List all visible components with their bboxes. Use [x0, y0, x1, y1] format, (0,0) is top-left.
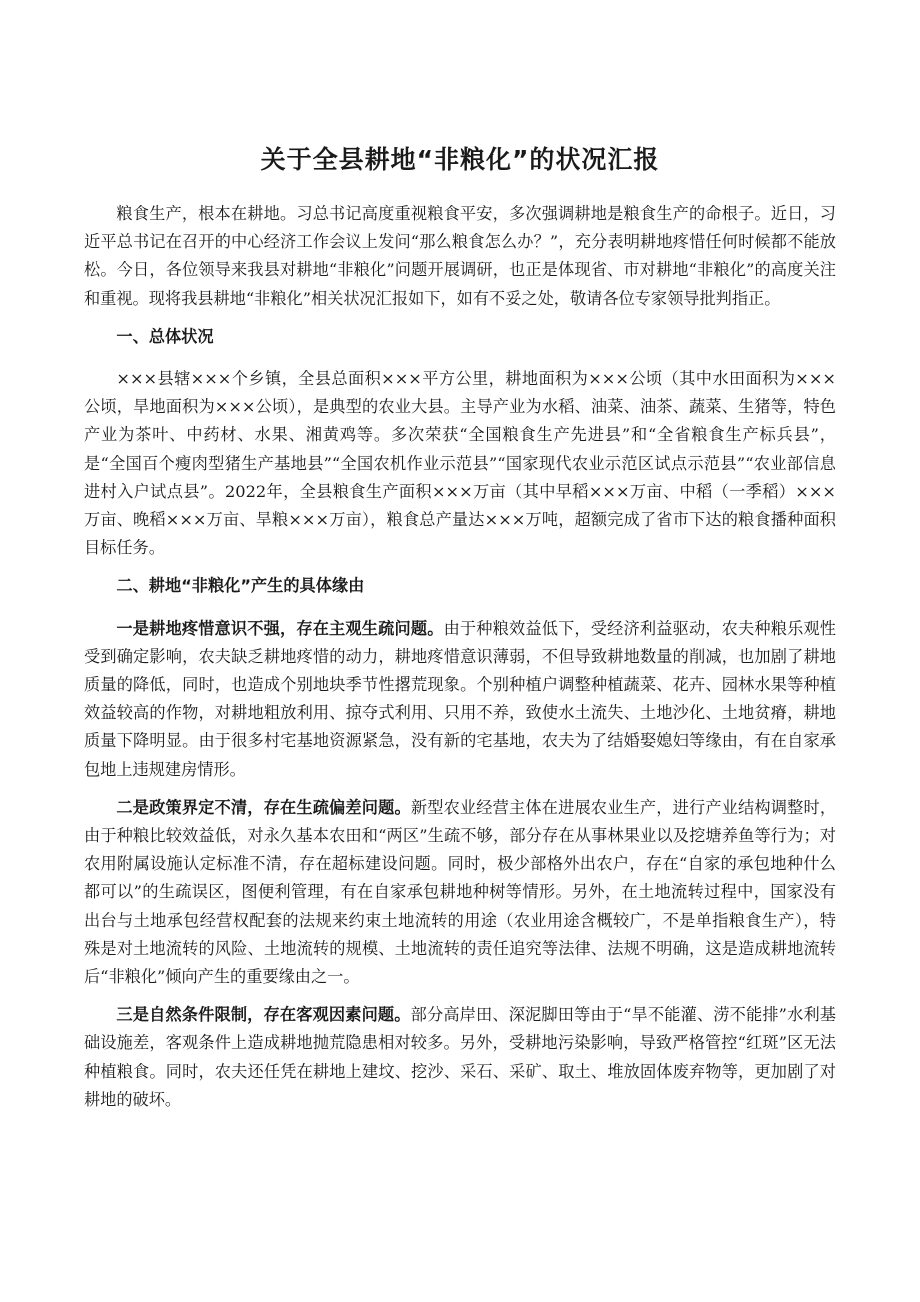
document-page — [84, 140, 836, 1124]
reason-1-body: 由于种粮效益低下，受经济利益驱动，农夫种粮乐观性受到确定影响，农夫缺乏耕地疼惜的动力，耕地疼惜意识薄弱，不但导致耕地数量的削减，也加剧了耕地质量的降低，同时，也造成个别地块季节性撂荒现象。个别种植户调整种植蔬菜、花卉、园林水果等种植效益较高的作物，对耕地粗放利用、掠夺式利用、只用不养，致使水土流失、土地沙化、土地贫瘠，耕地质量下降明显。由于很多村宅基地资源紧急，没有新的宅基地，农夫为了结婚娶媳妇等缘由，有在自家承包地上违规建房情形。 — [84, 618, 836, 779]
reason-paragraph-2 — [84, 794, 836, 991]
reason-1-lead: 一是耕地疼惜意识不强，存在主观生疏问题。 — [116, 618, 444, 638]
section-heading-overview: 一、总体状况 — [116, 326, 214, 346]
section-heading-reasons: 二、耕地“非粮化”产生的具体缘由 — [116, 576, 365, 596]
reason-3-body: 部分高岸田、深泥脚田等由于“旱不能灌、涝不能排”水利基础设施差，客观条件上造成耕地抛荒隐患相对较多。另外，受耕地污染影响，导致严格管控“红斑”区无法种植粮食。同时，农夫还任凭在耕地上建坟、挖沙、采石、采矿、取土、堆放固体废弃物等，更加剧了对耕地的破坏。 — [84, 1005, 836, 1109]
reason-2-body: 新型农业经营主体在进展农业生产，进行产业结构调整时，由于种粮比较效益低，对永久基本农田和“两区”生疏不够，部分存在从事林果业以及挖塘养鱼等行为；对农用附属设施认定标准不清，存在超标建设问题。同时，极少部格外出农户，存在“自家的承包地种什么都可以”的生疏误区，图便利管理，有在自家承包耕地种树等情形。另外，在土地流转过程中，国家没有出台与土地承包经营权配套的法规来约束土地流转的用途（农业用途含概较广，不是单指粮食生产），特殊是对土地流转的风险、土地流转的规模、土地流转的责任追究等法律、法规不明确，这是造成耕地流转后“非粮化”倾向产生的重要缘由之一。 — [84, 797, 837, 987]
reason-paragraph-1 — [84, 615, 836, 784]
overview-paragraph: ×××县辖×××个乡镇，全县总面积×××平方公里，耕地面积为×××公顷（其中水田面积为×××公顷，旱地面积为×××公顷），是典型的农业大县。主导产业为水稻、油菜、油茶、蔬菜、生猪等，特色产业为茶叶、中药材、水果、湘黄鸡等。多次荣获“全国粮食生产先进县”和“全省粮食生产标兵县”，是“全国百个瘦肉型猪生产基地县”“全国农机作业示范县”“国家现代农业示范区试点示范县”“农业部信息进村入户试点县”。2022年，全县粮食生产面积×××万亩（其中早稻×××万亩、中稻（一季稻）×××万亩、晚稻×××万亩、旱粮×××万亩），粮食总产量达×××万吨，超额完成了省市下达的粮食播种面积目标任务。 — [84, 369, 836, 558]
document-title: 关于全县耕地“非粮化”的状况汇报 — [260, 145, 660, 174]
reason-paragraph-3 — [84, 1001, 836, 1114]
intro-paragraph: 粮食生产，根本在耕地。习总书记高度重视粮食平安，多次强调耕地是粮食生产的命根子。近日，习近平总书记在召开的中心经济工作会议上发问“那么粮食怎么办？”，充分表明耕地疼惜任何时候都不能放松。今日，各位领导来我县对耕地“非粮化”问题开展调研，也正是体现省、市对耕地“非粮化”的高度关注和重视。现将我县耕地“非粮化”相关状况汇报如下，如有不妥之处，敬请各位专家领导批判指正。 — [84, 204, 836, 308]
reason-2-lead: 二是政策界定不清，存在生疏偏差问题。 — [116, 797, 411, 817]
reason-3-lead: 三是自然条件限制，存在客观因素问题。 — [116, 1005, 411, 1025]
